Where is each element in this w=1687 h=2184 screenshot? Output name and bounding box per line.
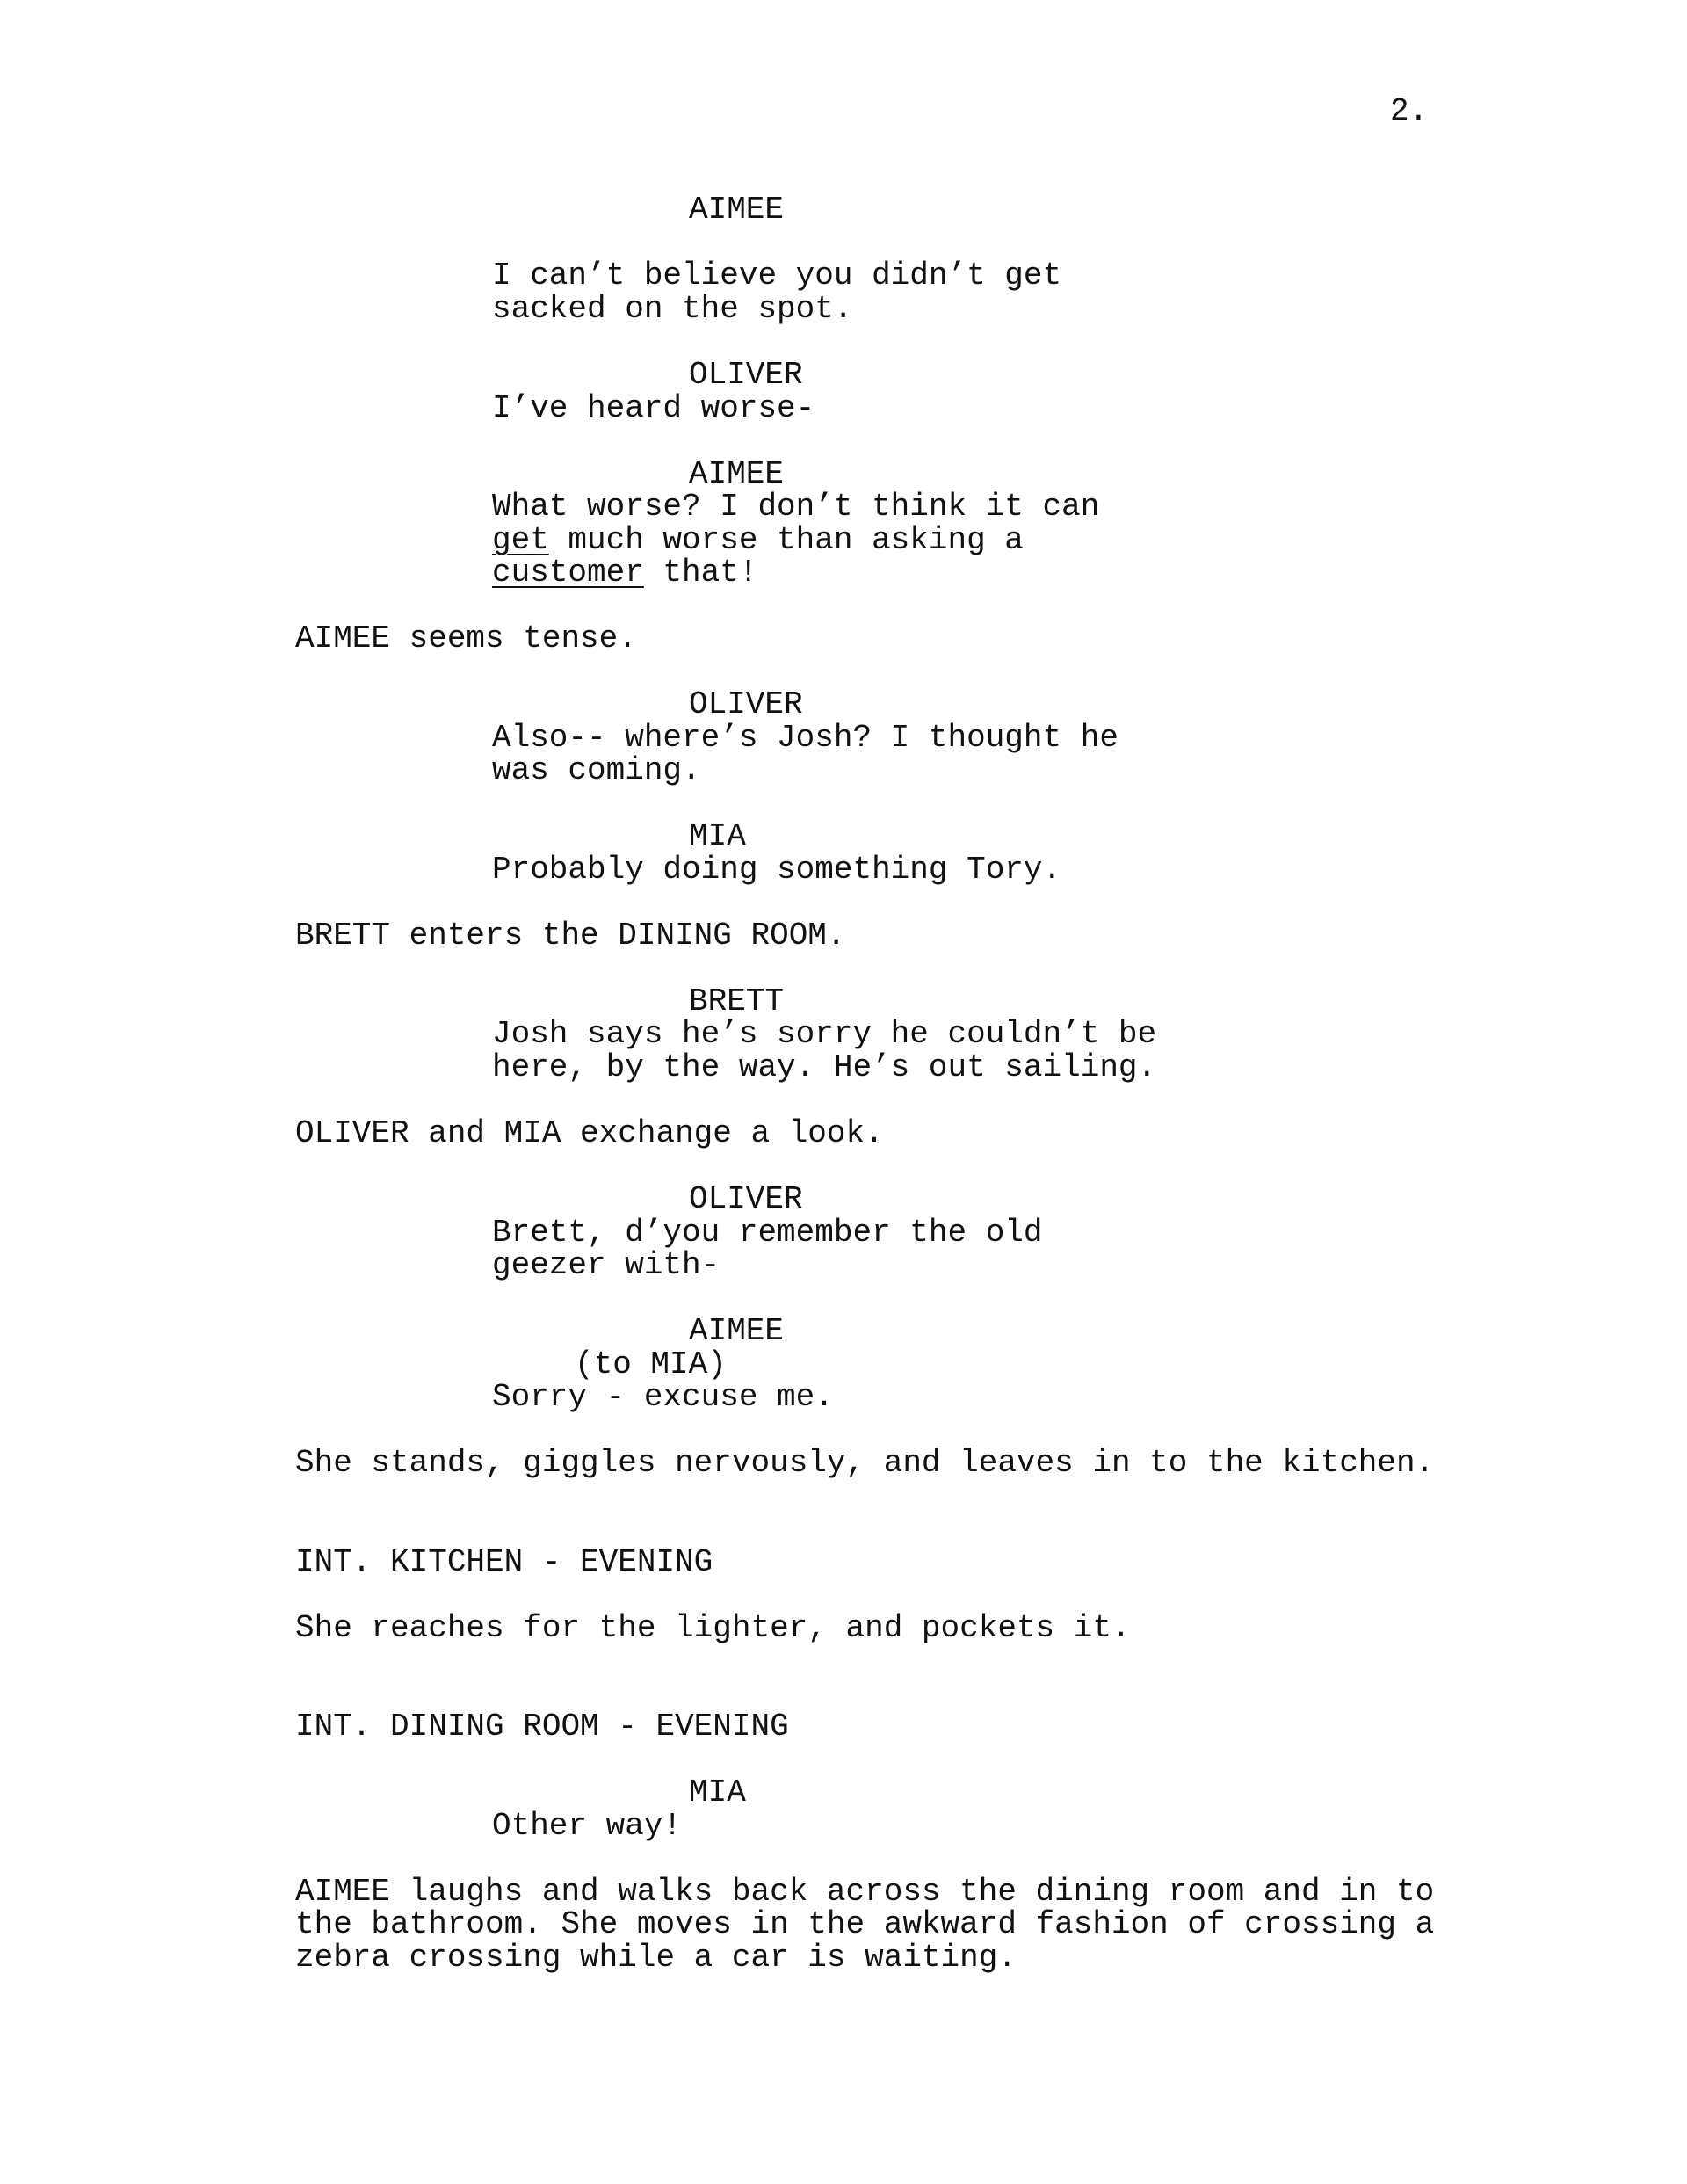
parenthetical: (to MIA)	[575, 1346, 727, 1382]
dialogue-line: Other way!	[492, 1808, 683, 1844]
dialogue-line: Also-- where’s Josh? I thought he	[492, 720, 1119, 756]
dialogue-line: Sorry - excuse me.	[492, 1379, 834, 1415]
dialogue-line: What worse? I don’t think it can	[492, 489, 1100, 525]
character-name-mia: MIA	[689, 818, 746, 854]
scene-heading: INT. DINING ROOM - EVENING	[295, 1709, 789, 1745]
character-name-aimee: AIMEE	[689, 1313, 785, 1349]
dialogue-line: Probably doing something Tory.	[492, 852, 1062, 888]
action-line: She reaches for the lighter, and pockets it.	[295, 1610, 1131, 1646]
page-number: 2.	[1390, 93, 1429, 129]
action-line: zebra crossing while a car is waiting.	[295, 1940, 1017, 1976]
dialogue-line: customer that!	[492, 555, 758, 591]
dialogue-line: I can’t believe you didn’t get	[492, 258, 1062, 294]
dialogue-line: geezer with-	[492, 1247, 720, 1283]
dialogue-line: Brett, d’you remember the old	[492, 1215, 1043, 1251]
action-line: BRETT enters the DINING ROOM.	[295, 918, 846, 954]
character-name-oliver: OLIVER	[689, 1181, 803, 1217]
action-line: AIMEE laughs and walks back across the dining room and in to	[295, 1874, 1435, 1910]
underlined-word: get	[492, 522, 549, 558]
dialogue-line: sacked on the spot.	[492, 291, 853, 327]
dialogue-line: get much worse than asking a	[492, 522, 1024, 558]
dialogue-line: I’ve heard worse-	[492, 390, 815, 426]
action-line: She stands, giggles nervously, and leaves in to the kitchen.	[295, 1445, 1435, 1481]
dialogue-line: here, by the way. He’s out sailing.	[492, 1049, 1157, 1085]
character-name-mia: MIA	[689, 1774, 746, 1810]
underlined-word: customer	[492, 555, 644, 591]
action-line: AIMEE seems tense.	[295, 620, 637, 657]
dialogue-line: was coming.	[492, 752, 701, 788]
character-name-brett: BRETT	[689, 983, 785, 1019]
action-line: OLIVER and MIA exchange a look.	[295, 1115, 884, 1151]
character-name-aimee: AIMEE	[689, 192, 785, 228]
scene-heading: INT. KITCHEN - EVENING	[295, 1544, 713, 1580]
character-name-oliver: OLIVER	[689, 686, 803, 722]
character-name-aimee: AIMEE	[689, 456, 785, 492]
dialogue-line: Josh says he’s sorry he couldn’t be	[492, 1016, 1157, 1052]
action-line: the bathroom. She moves in the awkward fashion of crossing a	[295, 1906, 1435, 1942]
character-name-oliver: OLIVER	[689, 357, 803, 393]
